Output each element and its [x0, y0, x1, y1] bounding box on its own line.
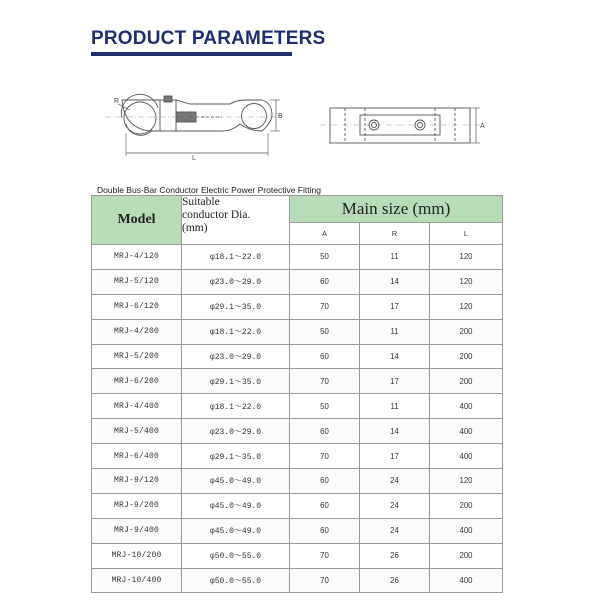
cell-model: MRJ-5/400	[92, 419, 182, 444]
parameters-table	[91, 195, 503, 593]
cell-a: 50	[290, 245, 360, 270]
side-view-label-b: B	[278, 113, 283, 120]
cell-l: 200	[430, 369, 503, 394]
header-r: R	[360, 223, 430, 245]
cell-a: 60	[290, 493, 360, 518]
cell-model: MRJ-10/200	[92, 543, 182, 568]
cell-model: MRJ-9/400	[92, 518, 182, 543]
cell-r: 11	[360, 319, 430, 344]
table-row	[92, 394, 503, 419]
cell-model: MRJ-4/120	[92, 245, 182, 270]
cell-r: 14	[360, 344, 430, 369]
cell-l: 200	[430, 319, 503, 344]
cell-r: 24	[360, 469, 430, 494]
cell-r: 17	[360, 369, 430, 394]
cell-a: 60	[290, 469, 360, 494]
cell-r: 17	[360, 444, 430, 469]
table-row	[92, 369, 503, 394]
cell-a: 70	[290, 369, 360, 394]
cell-a: 60	[290, 269, 360, 294]
cell-conductor-dia: φ29.1～35.0	[182, 294, 290, 319]
cell-conductor-dia: φ29.1～35.0	[182, 369, 290, 394]
table-row	[92, 518, 503, 543]
table-row	[92, 493, 503, 518]
cell-l: 400	[430, 394, 503, 419]
cell-conductor-dia: φ18.1～22.0	[182, 319, 290, 344]
header-dia-line: Suitable	[182, 196, 220, 208]
cell-a: 60	[290, 344, 360, 369]
cell-l: 120	[430, 245, 503, 270]
cell-a: 70	[290, 294, 360, 319]
cell-r: 26	[360, 568, 430, 593]
cell-model: MRJ-5/200	[92, 344, 182, 369]
cell-a: 70	[290, 444, 360, 469]
cell-conductor-dia: φ23.0～29.0	[182, 419, 290, 444]
cell-a: 50	[290, 394, 360, 419]
cell-model: MRJ-6/120	[92, 294, 182, 319]
cell-a: 60	[290, 419, 360, 444]
header-main-size: Main size (mm)	[290, 196, 503, 223]
header-dia-line: (mm)	[182, 222, 208, 234]
cell-r: 17	[360, 294, 430, 319]
table-caption: Double Bus-Bar Conductor Electric Power Protective Fitting	[97, 185, 321, 195]
cell-l: 400	[430, 568, 503, 593]
cell-l: 200	[430, 543, 503, 568]
cell-r: 14	[360, 419, 430, 444]
header-a: A	[290, 223, 360, 245]
cell-model: MRJ-6/200	[92, 369, 182, 394]
cell-r: 14	[360, 269, 430, 294]
side-view-label-r: R	[114, 98, 120, 105]
side-view-label-l: L	[192, 155, 196, 162]
header-dia-line: conductor Dia.	[182, 209, 251, 221]
table-row	[92, 419, 503, 444]
cell-conductor-dia: φ29.1～35.0	[182, 444, 290, 469]
table-row	[92, 319, 503, 344]
cell-l: 200	[430, 344, 503, 369]
cell-r: 24	[360, 493, 430, 518]
cell-a: 50	[290, 319, 360, 344]
table-row	[92, 444, 503, 469]
cell-conductor-dia: φ45.0～49.0	[182, 493, 290, 518]
top-view-label-a: A	[480, 123, 485, 130]
top-view-drawing	[320, 108, 480, 143]
cell-l: 400	[430, 444, 503, 469]
cell-conductor-dia: φ45.0～49.0	[182, 518, 290, 543]
cell-l: 120	[430, 269, 503, 294]
cell-r: 26	[360, 543, 430, 568]
cell-model: MRJ-10/400	[92, 568, 182, 593]
side-view-drawing	[105, 94, 280, 156]
table-row	[92, 294, 503, 319]
cell-r: 11	[360, 394, 430, 419]
cell-conductor-dia: φ23.0～29.0	[182, 344, 290, 369]
table-row	[92, 543, 503, 568]
cell-model: MRJ-4/400	[92, 394, 182, 419]
table-row	[92, 269, 503, 294]
cell-a: 60	[290, 518, 360, 543]
table-row	[92, 245, 503, 270]
cell-model: MRJ-4/200	[92, 319, 182, 344]
cell-l: 400	[430, 419, 503, 444]
cell-conductor-dia: φ18.1～22.0	[182, 394, 290, 419]
cell-conductor-dia: φ18.1～22.0	[182, 245, 290, 270]
header-model: Model	[92, 196, 182, 245]
cell-model: MRJ-5/120	[92, 269, 182, 294]
cell-l: 120	[430, 469, 503, 494]
cell-r: 11	[360, 245, 430, 270]
page-heading: PRODUCT PARAMETERS	[91, 28, 326, 49]
table-body	[92, 245, 503, 593]
cell-conductor-dia: φ23.0～29.0	[182, 269, 290, 294]
cell-conductor-dia: φ50.0～55.0	[182, 543, 290, 568]
table-row	[92, 469, 503, 494]
cell-l: 120	[430, 294, 503, 319]
cell-model: MRJ-9/200	[92, 493, 182, 518]
cell-conductor-dia: φ45.0～49.0	[182, 469, 290, 494]
cell-a: 70	[290, 543, 360, 568]
cell-l: 200	[430, 493, 503, 518]
technical-drawings	[0, 0, 600, 180]
cell-l: 400	[430, 518, 503, 543]
header-l: L	[430, 223, 503, 245]
cell-model: MRJ-6/400	[92, 444, 182, 469]
cell-model: MRJ-9/120	[92, 469, 182, 494]
table-row	[92, 568, 503, 593]
cell-a: 70	[290, 568, 360, 593]
cell-r: 24	[360, 518, 430, 543]
table-row	[92, 344, 503, 369]
cell-conductor-dia: φ50.0～55.0	[182, 568, 290, 593]
header-conductor-dia	[182, 196, 290, 245]
